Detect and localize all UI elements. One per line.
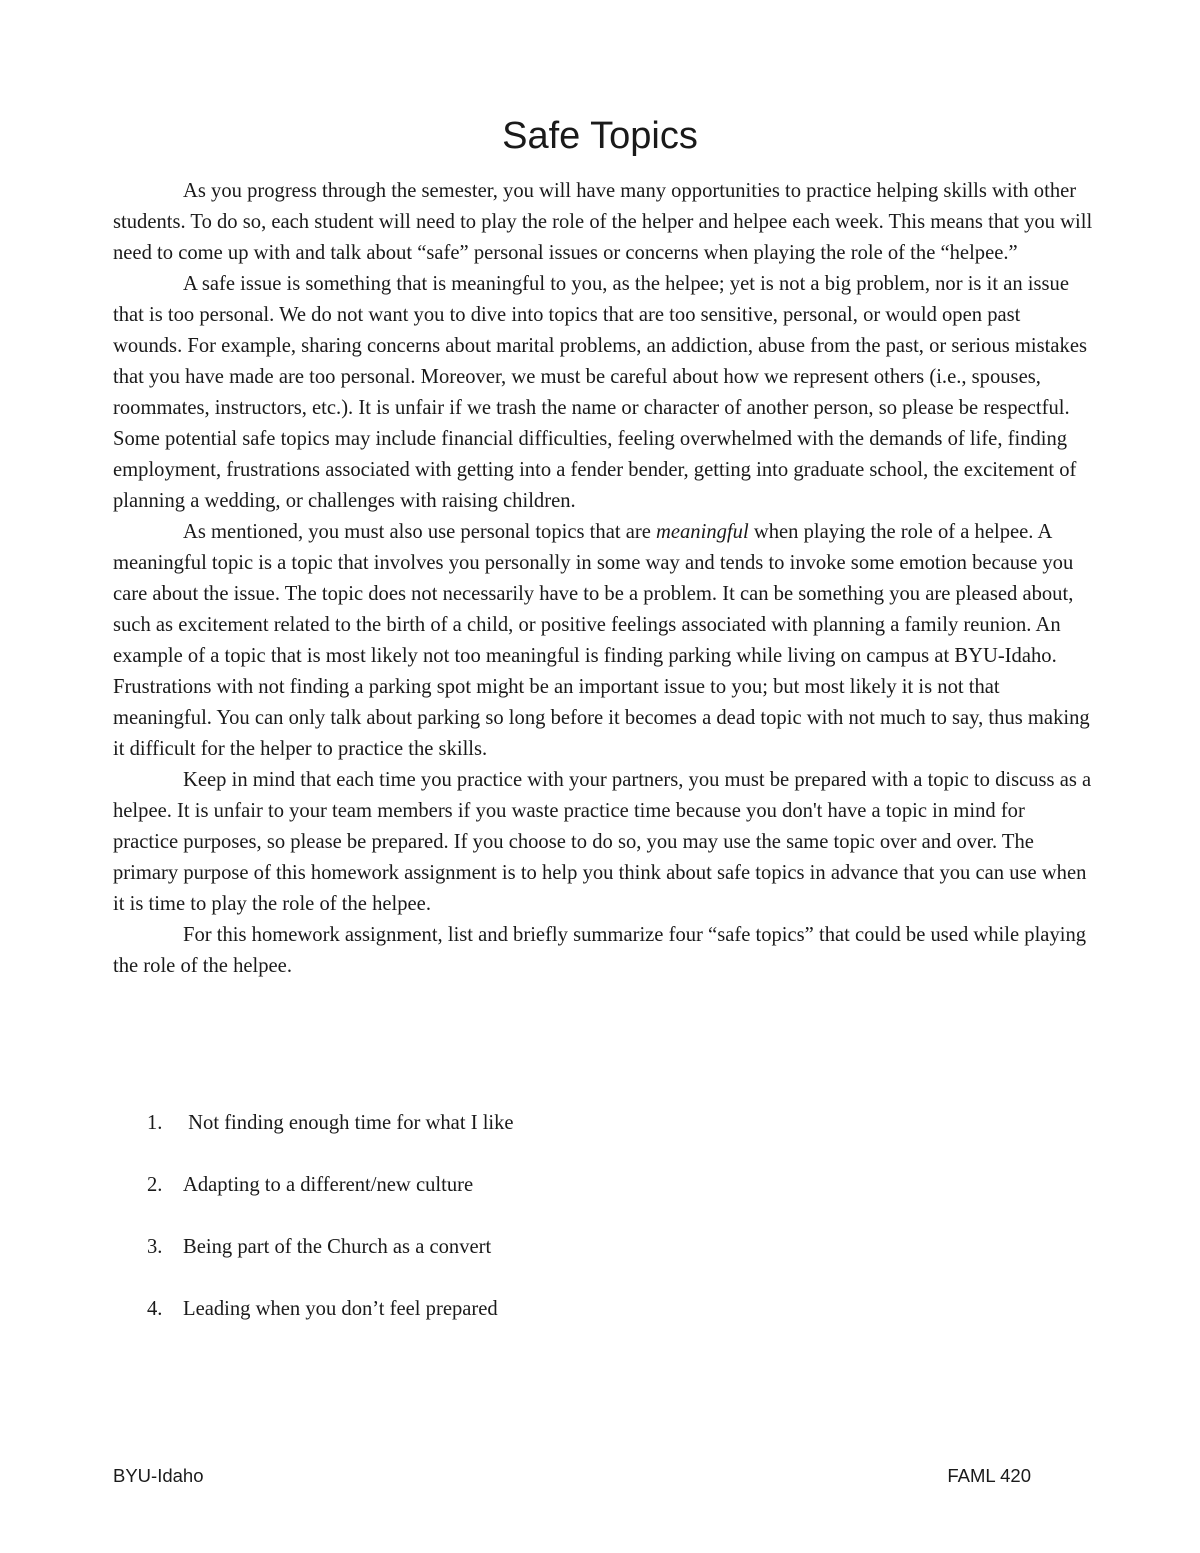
paragraph-assignment: For this homework assignment, list and briefly summarize four “safe topics” that could be used while playing the role of the helpee. <box>113 924 1087 977</box>
list-item-number: 4. <box>147 1298 163 1320</box>
list-item-number: 1. <box>147 1112 163 1134</box>
safe-topics-list <box>113 1108 1093 1356</box>
list-item-text: Not finding enough time for what I like <box>183 1112 514 1134</box>
list-item <box>113 1294 1093 1356</box>
paragraph-meaningful <box>113 517 1093 765</box>
page-title: Safe Topics <box>502 115 698 157</box>
paragraph-intro: As you progress through the semester, you will have many opportunities to practice helping skills with other students. To do so, each student will need to play the role of the helper and helpee each week. This means that you will need to come up with and talk about “safe” personal issues or concerns when playing the role of the “helpee.” <box>113 180 1093 264</box>
list-item-text: Leading when you don’t feel prepared <box>183 1298 498 1320</box>
list-item-text: Adapting to a different/new culture <box>183 1174 474 1196</box>
paragraph-safe-issue: A safe issue is something that is meaningful to you, as the helpee; yet is not a big problem, nor is it an issue that is too personal. We do not want you to dive into topics that are too sensitive, personal, or would open past wounds. For example, sharing concerns about marital problems, an addiction, abuse from the past, or serious mistakes that you have made are too personal. Moreover, we must be careful about how we represent others (i.e., spouses, roommates, instructors, etc.). It is unfair if we trash the name or character of another person, so please be respectful. Some potential safe topics may include financial difficulties, feeling overwhelmed with the demands of life, finding employment, frustrations associated with getting into a fender bender, getting into graduate school, the excitement of planning a wedding, or challenges with raising children. <box>113 273 1087 512</box>
footer-institution: BYU-Idaho <box>113 1465 204 1486</box>
list-item-number: 3. <box>147 1236 163 1258</box>
emphasis-meaningful: meaningful <box>656 521 749 543</box>
paragraph-preparation: Keep in mind that each time you practice with your partners, you must be prepared with a topic to discuss as a helpee. It is unfair to your team members if you waste practice time because you don't have a topic in mind for practice purposes, so please be prepared. If you choose to do so, you may use the same topic over and over. The primary purpose of this homework assignment is to help you think about safe topics in advance that you can use when it is time to play the role of the helpee. <box>113 769 1092 915</box>
list-item <box>113 1108 1093 1170</box>
paragraph-meaningful-rest: when playing the role of a helpee. A meaningful topic is a topic that involves you personally in some way and tends to invoke some emotion because you care about the issue. The topic does not necessarily have to be a problem. It can be something you are pleased about, such as excitement related to the birth of a child, or positive feelings associated with planning a family reunion. An example of a topic that is most likely not too meaningful is finding parking while living on campus at BYU-Idaho. Frustrations with not finding a parking spot might be an important issue to you; but most likely it is not that meaningful. You can only talk about parking so long before it becomes a dead topic with not much to say, thus making it difficult for the helper to practice the skills. <box>113 521 1090 760</box>
paragraph-meaningful-start: As mentioned, you must also use personal topics that are <box>183 521 656 543</box>
list-item-number: 2. <box>147 1174 163 1196</box>
body-text <box>113 176 1093 982</box>
list-item-text: Being part of the Church as a convert <box>183 1236 492 1258</box>
list-item <box>113 1232 1093 1294</box>
footer-course-code: FAML 420 <box>947 1465 1031 1486</box>
list-item <box>113 1170 1093 1232</box>
